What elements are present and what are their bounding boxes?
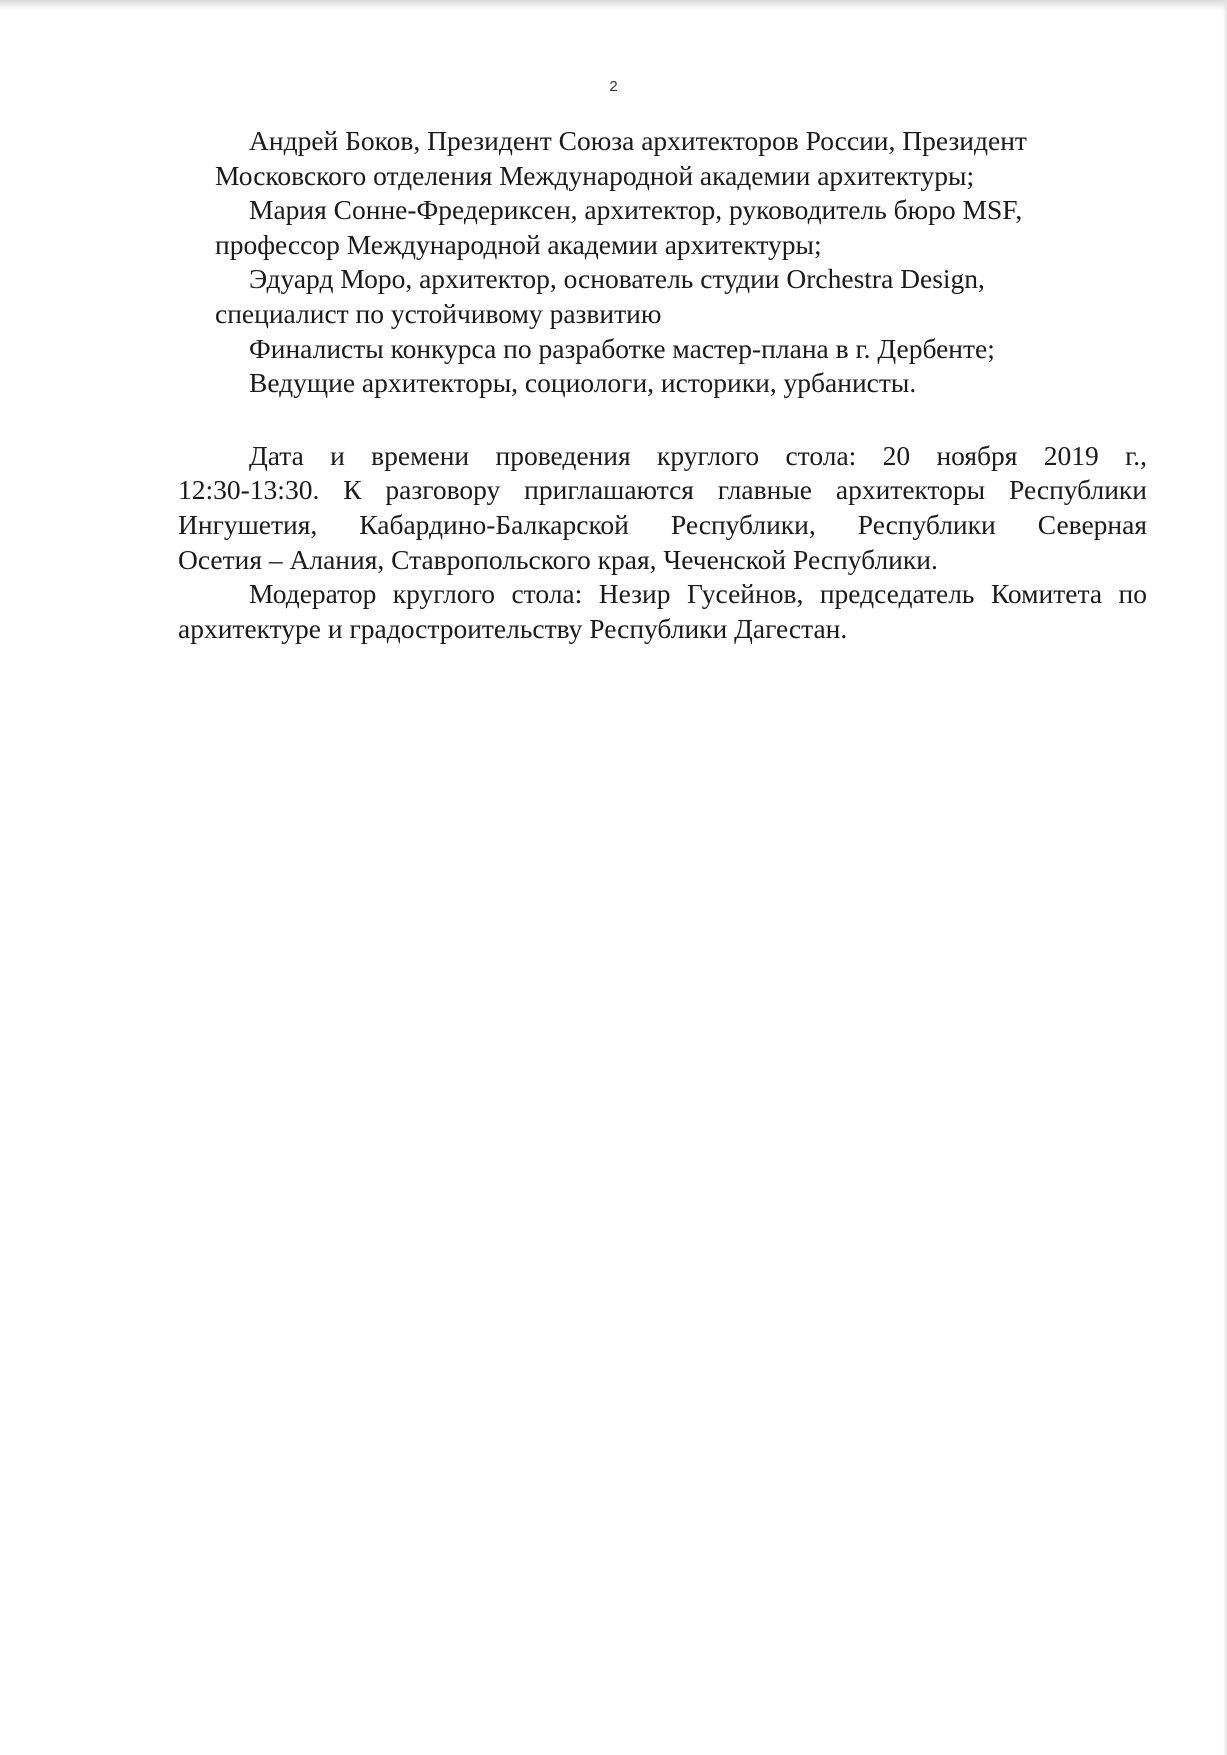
date-paragraph-line: Дата и времени проведения круглого стола: 20 ноября 2019 г., [249,439,1147,471]
scan-right-edge [1223,0,1227,1755]
participant-line: Эдуард Моро, архитектор, основатель студии Orchestra Design, [249,263,985,295]
moderator-paragraph-line: Модератор круглого стола: Незир Гусейнов, председатель Комитета по [249,578,1147,610]
participant-line: Андрей Боков, Президент Союза архитекторов России, Президент [249,125,1027,156]
date-paragraph-line: 12:30-13:30. К разговору приглашаются главные архитекторы Республики [178,474,1147,506]
participant-line: Московского отделения Международной академии архитектуры; [215,159,975,191]
experts-line: Ведущие архитекторы, социологи, историки, урбанисты. [249,367,917,399]
page-number: 2 [609,78,618,95]
participant-line: Мария Сонне-Фредериксен, архитектор, руководитель бюро MSF, [249,194,1023,226]
participant-entry [178,124,1147,193]
participant-line: профессор Международной академии архитектуры; [215,228,822,260]
paragraph-gap [178,401,1147,439]
document-body [178,124,1147,646]
finalists-line: Финалисты конкурса по разработке мастер-плана в г. Дербенте; [249,332,995,364]
moderator-paragraph [178,577,1147,646]
date-paragraph-line: Осетия – Алания, Ставропольского края, Чеченской Республики. [178,543,938,575]
participant-entry [178,193,1147,262]
participant-line: специалист по устойчивому развитию [215,297,662,329]
scan-top-edge [0,0,1227,10]
moderator-paragraph-line: архитектуре и градостроительству Республики Дагестан. [178,612,848,644]
date-paragraph [178,439,1147,577]
participant-entry [178,262,1147,331]
date-paragraph-line: Ингушетия, Кабардино-Балкарской Республики, Республики Северная [178,508,1147,540]
